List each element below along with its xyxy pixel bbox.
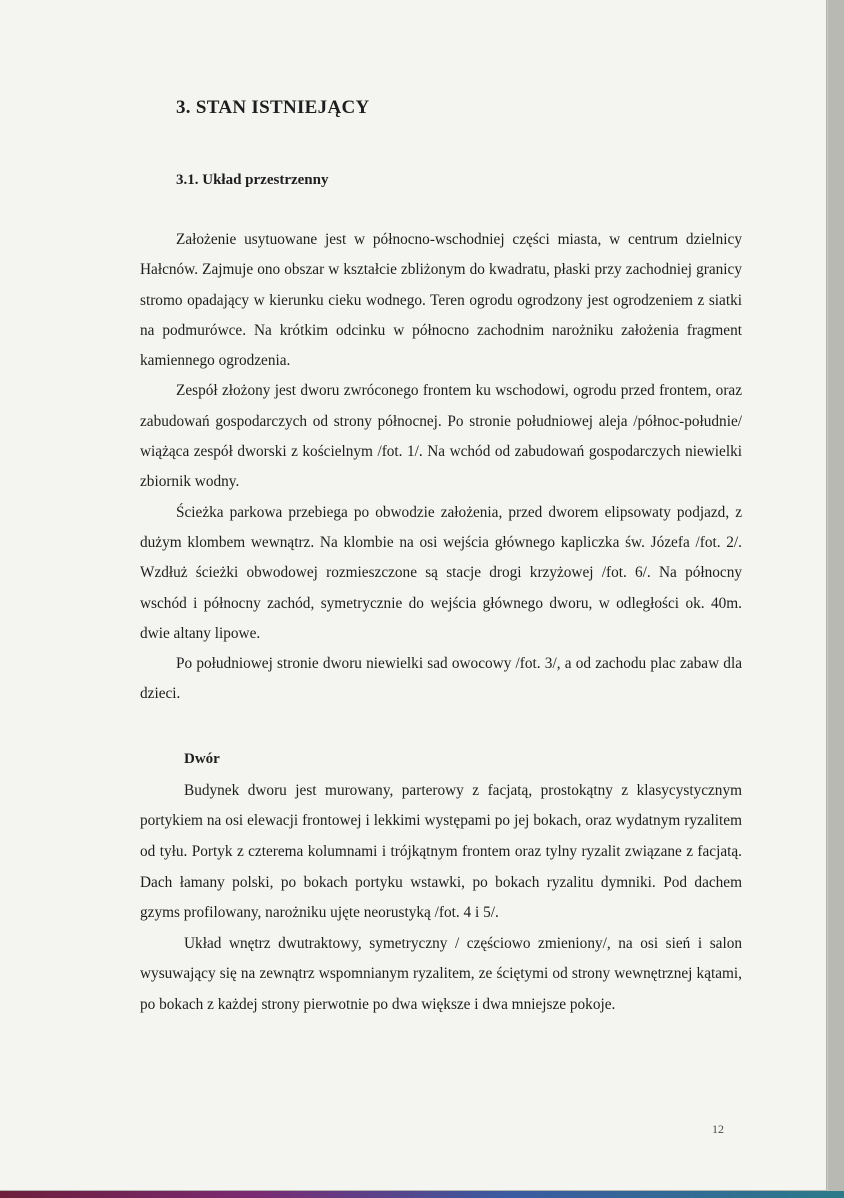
subsection-text	[140, 776, 742, 1021]
paragraph-location: Założenie usytuowane jest w północno-wschodniej części miasta, w centrum dzielnicy Hałcnów. Zajmuje ono obszar w kształcie zbliżonym do kwadratu, płaski przy zachodniej granicy stromo opadający w kierunku cieku wodnego. Teren ogrodu ogrodzony jest ogrodzeniem z siatki na podmurówce. Na krótkim odcinku w północno zachodnim narożniku założenia fragment kamiennego ogrodzenia.	[140, 231, 742, 370]
paragraph-orchard: Po południowej stronie dworu niewielki sad owocowy /fot. 3/, a od zachodu plac zabaw dla dzieci.	[140, 655, 742, 703]
page-number: 12	[712, 1122, 724, 1136]
scan-border-right	[828, 0, 844, 1198]
scan-border-bottom	[0, 1191, 844, 1198]
section-text	[140, 225, 742, 710]
paragraph-complex: Zespół złożony jest dworu zwróconego frontem ku wschodowi, ogrodu przed frontem, oraz zabudowań gospodarczych od strony północnej. Po stronie południowej aleja /północ-południe/ wiążąca zespół dworski z kościelnym /fot. 1/. Na wchód od zabudowań gospodarczych niewielki zbiornik wodny.	[140, 382, 742, 491]
section-title: 3.1. Układ przestrzenny	[176, 172, 329, 188]
subsection-title: Dwór	[184, 750, 220, 767]
paragraph-building: Budynek dworu jest murowany, parterowy z facjatą, prostokątny z klasycystycznym portykiem na osi elewacji frontowej i lekkimi występami po jej bokach, oraz wydatnym ryzalitem od tyłu. Portyk z czterema kolumnami i trójkątnym frontem oraz tylny ryzalit związane z facjatą. Dach łamany polski, po bokach portyku wstawki, po bokach ryzalitu dymniki. Pod dachem gzyms profilowany, narożniku ujęte neorustyką /fot. 4 i 5/.	[140, 781, 742, 922]
chapter-title: 3. STAN ISTNIEJĄCY	[176, 97, 370, 118]
paragraph-park-path: Ścieżka parkowa przebiega po obwodzie założenia, przed dworem elipsowaty podjazd, z dużym klombem wewnątrz. Na klombie na osi wejścia głównego kapliczka św. Józefa /fot. 2/. Wzdłuż ścieżki obwodowej rozmieszczone są stacje drogi krzyżowej /fot. 6/. Na północny wschód i północny zachód, symetrycznie do wejścia głównego dworu, w odległości ok. 40m. dwie altany lipowe.	[140, 503, 742, 642]
paragraph-interior: Układ wnętrz dwutraktowy, symetryczny / częściowo zmieniony/, na osi sień i salon wysuwający się na zewnątrz wspomnianym ryzalitem, ze ściętymi od strony wewnętrznej kątami, po bokach z każdej strony pierwotnie po dwa większe i dwa mniejsze pokoje.	[140, 934, 742, 1013]
document-body	[140, 95, 742, 1021]
